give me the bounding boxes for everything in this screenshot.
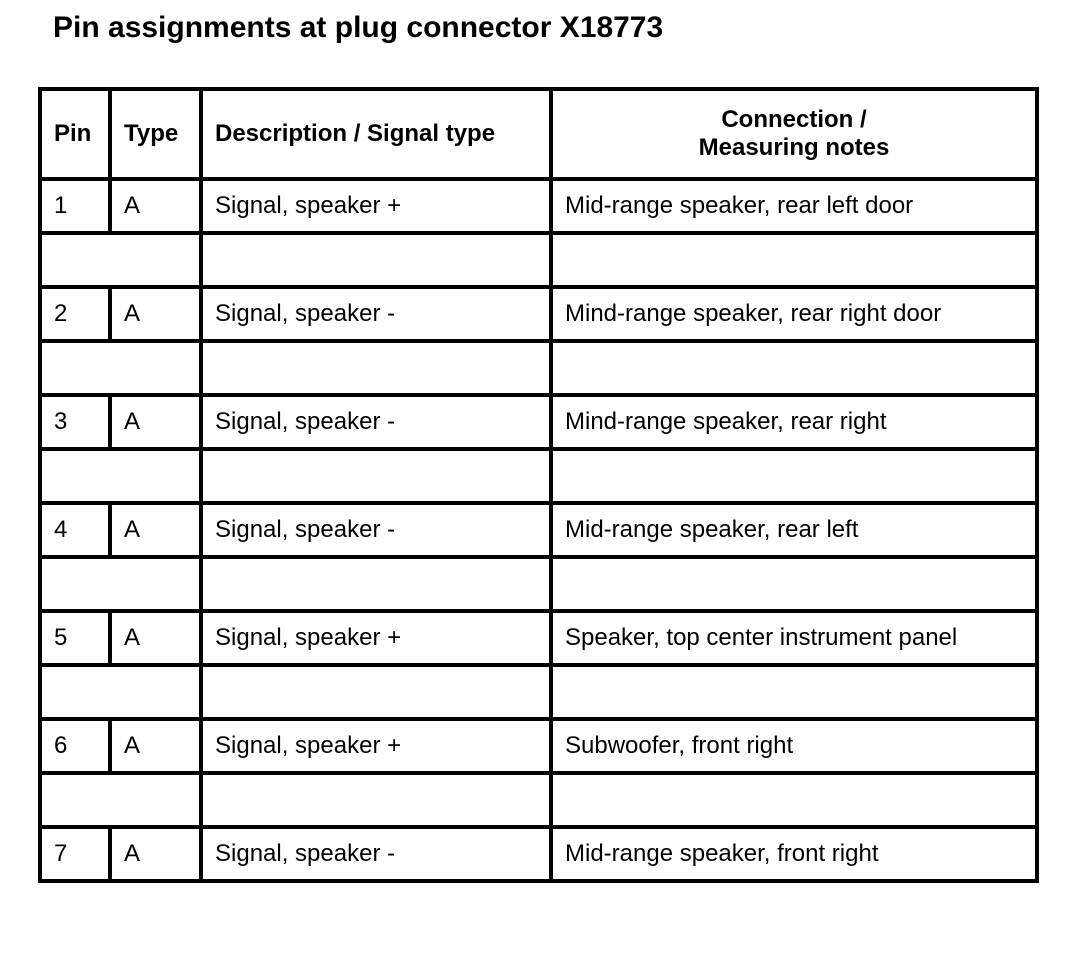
empty-cell [551,233,1037,287]
spacer-row [40,233,1037,287]
notes-cell: Mid-range speaker, front right [551,827,1037,881]
header-notes-line1: Connection / [721,106,867,133]
empty-cell [201,341,551,395]
empty-cell [551,557,1037,611]
header-description: Description / Signal type [201,89,551,179]
table-row [40,719,1037,773]
empty-cell [551,341,1037,395]
empty-cell [40,341,201,395]
empty-cell [551,665,1037,719]
notes-cell: Mind-range speaker, rear right [551,395,1037,449]
table-row [40,395,1037,449]
pin-cell: 6 [40,719,110,773]
pin-assignment-table [38,87,1039,883]
spacer-row [40,773,1037,827]
pin-cell: 7 [40,827,110,881]
empty-cell [201,773,551,827]
table-row [40,179,1037,233]
empty-cell [201,449,551,503]
type-cell: A [110,503,201,557]
table-row [40,827,1037,881]
pin-cell: 2 [40,287,110,341]
type-cell: A [110,611,201,665]
notes-cell: Mid-range speaker, rear left door [551,179,1037,233]
pin-cell: 3 [40,395,110,449]
description-cell: Signal, speaker - [201,827,551,881]
description-cell: Signal, speaker - [201,503,551,557]
notes-cell: Speaker, top center instrument panel [551,611,1037,665]
pin-cell: 1 [40,179,110,233]
empty-cell [201,665,551,719]
type-cell: A [110,179,201,233]
description-cell: Signal, speaker - [201,395,551,449]
type-cell: A [110,395,201,449]
empty-cell [551,773,1037,827]
table-row [40,287,1037,341]
table-row [40,611,1037,665]
description-cell: Signal, speaker + [201,179,551,233]
header-connection-notes [551,89,1037,179]
empty-cell [551,449,1037,503]
notes-cell: Mind-range speaker, rear right door [551,287,1037,341]
spacer-row [40,557,1037,611]
table-row [40,503,1037,557]
spacer-row [40,665,1037,719]
notes-cell: Mid-range speaker, rear left [551,503,1037,557]
page-title: Pin assignments at plug connector X18773 [53,11,664,44]
empty-cell [201,233,551,287]
empty-cell [40,773,201,827]
type-cell: A [110,827,201,881]
pin-cell: 4 [40,503,110,557]
empty-cell [201,557,551,611]
header-type: Type [110,89,201,179]
spacer-row [40,449,1037,503]
type-cell: A [110,719,201,773]
notes-cell: Subwoofer, front right [551,719,1037,773]
description-cell: Signal, speaker + [201,611,551,665]
header-notes-line2: Measuring notes [698,134,890,161]
empty-cell [40,449,201,503]
description-cell: Signal, speaker + [201,719,551,773]
empty-cell [40,665,201,719]
spacer-row [40,341,1037,395]
header-pin: Pin [40,89,110,179]
type-cell: A [110,287,201,341]
pin-cell: 5 [40,611,110,665]
table-header-row [40,89,1037,179]
empty-cell [40,557,201,611]
description-cell: Signal, speaker - [201,287,551,341]
empty-cell [40,233,201,287]
